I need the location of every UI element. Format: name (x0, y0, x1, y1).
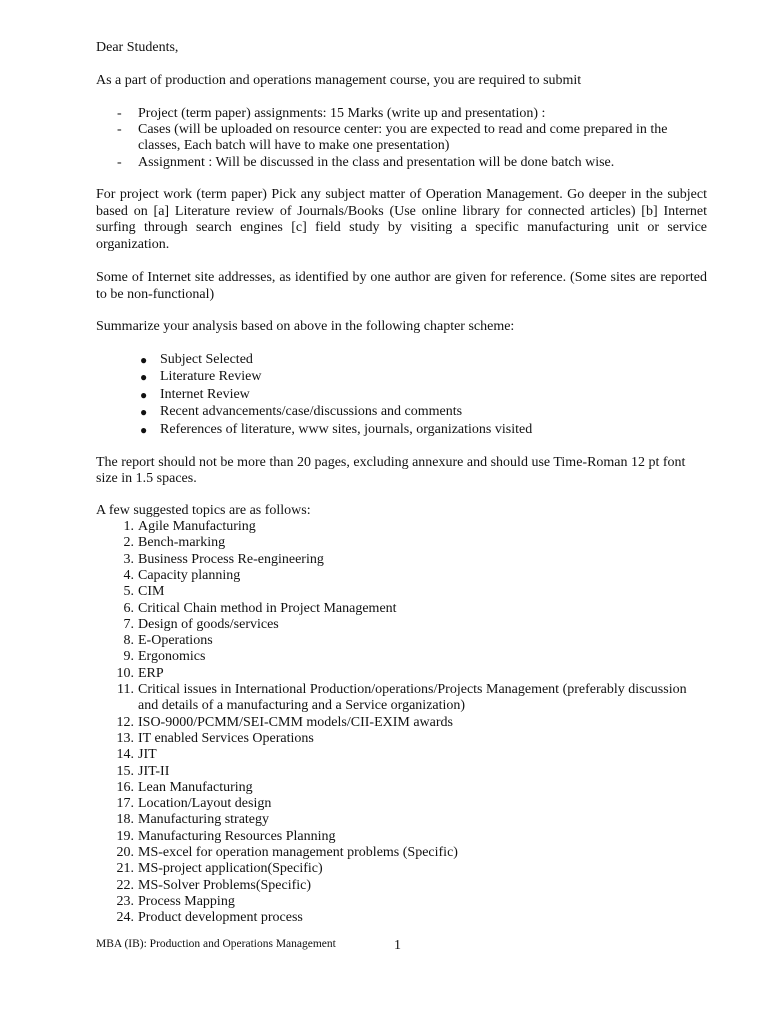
topic-number: 13. (116, 730, 134, 746)
topic-text: JIT-II (138, 763, 170, 779)
topic-text: Design of goods/services (138, 616, 279, 632)
topic-text: E-Operations (138, 633, 213, 649)
topic-number: 1. (123, 519, 134, 534)
topic-text: Lean Manufacturing (138, 779, 253, 795)
list-item: ● Internet Review (140, 387, 250, 402)
topic-text: IT enabled Services Operations (138, 730, 314, 746)
topic-item (0, 894, 768, 911)
topic-text: Manufacturing Resources Planning (138, 828, 336, 844)
dash-marker: - (117, 106, 122, 121)
topic-number: 11. (117, 682, 134, 697)
topic-item (0, 731, 768, 748)
topic-number: 10. (116, 665, 134, 681)
topic-number: 9. (123, 649, 134, 665)
topic-text: Location/Layout design (138, 796, 272, 812)
topic-item (0, 519, 768, 536)
topic-number: 22. (116, 877, 134, 893)
bullet-icon: ● (140, 405, 148, 419)
topic-item (0, 878, 768, 895)
topic-number: 6. (123, 600, 134, 616)
topic-item (0, 764, 768, 781)
topic-number: 23. (116, 893, 134, 909)
topic-text: MS-excel for operation management problems (Specific) (138, 845, 458, 860)
topic-item (0, 535, 768, 552)
topic-number: 2. (123, 535, 134, 551)
topic-text: Critical issues in International Production/operations/Projects Management (preferably discussion (138, 682, 687, 697)
report-line-1: The report should not be more than 20 pages, excluding annexure and should use Time-Roman 12 pt font (96, 455, 686, 470)
list-item: ● Recent advancements/case/discussions and comments (140, 404, 463, 419)
topic-number: 5. (123, 584, 134, 600)
topic-number: 18. (116, 812, 134, 828)
topic-text: ERP (138, 665, 164, 681)
topic-number: 7. (123, 616, 134, 632)
intro-line: As a part of production and operations management course, you are required to submit (96, 73, 582, 88)
bullet-icon: ● (140, 388, 148, 402)
topic-item (0, 861, 768, 878)
topic-number: 12. (116, 714, 134, 730)
topic-number: 15. (116, 763, 134, 779)
internet-paragraph: Some of Internet site addresses, as identified by one author are given for reference. (Some sites are reported to be non-functional) (96, 270, 707, 302)
topic-number: 21. (116, 861, 134, 877)
topic-number: 19. (116, 828, 134, 844)
topic-text: Bench-marking (138, 535, 226, 551)
topic-item (0, 715, 768, 732)
greeting: Dear Students, (96, 40, 179, 55)
summary-intro: Summarize your analysis based on above in the following chapter scheme: (96, 319, 515, 334)
topic-text: Process Mapping (138, 893, 235, 909)
topic-item (0, 584, 768, 601)
topics-intro: A few suggested topics are as follows: (96, 503, 311, 518)
topic-item (0, 649, 768, 666)
topic-number: 24. (116, 910, 134, 926)
project-paragraph: For project work (term paper) Pick any subject matter of Operation Management. Go deeper in the subject based on [a] Literature review of Journals/Books (Use online library for connected articles) [b] Internet surfing through search engines [c] field study by visiting a specific manufacturing unit or service organization. (96, 187, 707, 252)
topic-item (0, 747, 768, 764)
list-item: ● References of literature, www sites, journals, organizations visited (140, 422, 533, 437)
topic-item (0, 812, 768, 829)
list-item: ● Subject Selected (140, 352, 253, 367)
topic-text: Capacity planning (138, 567, 241, 583)
topic-text: Manufacturing strategy (138, 812, 270, 828)
page-number: 1 (394, 938, 401, 953)
topic-item (0, 568, 768, 585)
topic-item (0, 910, 768, 927)
list-item: - Project (term paper) assignments: 15 Marks (write up and presentation) : (117, 106, 546, 121)
topic-text: ISO-9000/PCMM/SEI-CMM models/CII-EXIM awards (138, 714, 453, 730)
footer-course: MBA (IB): Production and Operations Management (96, 938, 336, 950)
topic-item (0, 666, 768, 683)
topic-item (0, 682, 768, 699)
list-item: - Assignment : Will be discussed in the class and presentation will be done batch wise. (117, 155, 615, 170)
topic-item (0, 796, 768, 813)
topic-item-continuation (0, 698, 768, 715)
report-line-2: size in 1.5 spaces. (96, 471, 197, 486)
topic-item (0, 845, 768, 862)
bullet-icon: ● (140, 370, 148, 384)
topic-number: 20. (116, 845, 134, 860)
topic-text: Agile Manufacturing (138, 519, 256, 534)
dash-marker: - (117, 155, 122, 170)
list-item: ● Literature Review (140, 369, 262, 384)
list-item-continuation: classes, Each batch will have to make one presentation) (138, 138, 450, 153)
topic-text: and details of a manufacturing and a Service organization) (138, 698, 466, 714)
topic-text: JIT (138, 747, 157, 763)
topic-text: CIM (138, 584, 165, 600)
topic-number: 8. (123, 633, 134, 649)
topic-text: MS-project application(Specific) (138, 861, 323, 877)
bullet-icon: ● (140, 353, 148, 367)
topic-number: 16. (116, 779, 134, 795)
topic-text: Ergonomics (138, 649, 206, 665)
topic-number: 17. (116, 796, 134, 812)
topic-number: 4. (123, 567, 134, 583)
topic-text: Business Process Re-engineering (138, 551, 324, 567)
list-item: - Cases (will be uploaded on resource center: you are expected to read and come prepared in the (117, 122, 668, 137)
topic-item (0, 780, 768, 797)
topic-text: MS-Solver Problems(Specific) (138, 877, 312, 893)
topic-item (0, 552, 768, 569)
topic-number: 3. (123, 551, 134, 567)
topic-item (0, 601, 768, 618)
dash-marker: - (117, 122, 122, 137)
topic-item (0, 617, 768, 634)
topic-item (0, 829, 768, 846)
topic-text: Product development process (138, 910, 303, 926)
topic-text: Critical Chain method in Project Management (138, 600, 397, 616)
bullet-icon: ● (140, 423, 148, 437)
topic-number: 14. (116, 747, 134, 763)
topic-item (0, 633, 768, 650)
